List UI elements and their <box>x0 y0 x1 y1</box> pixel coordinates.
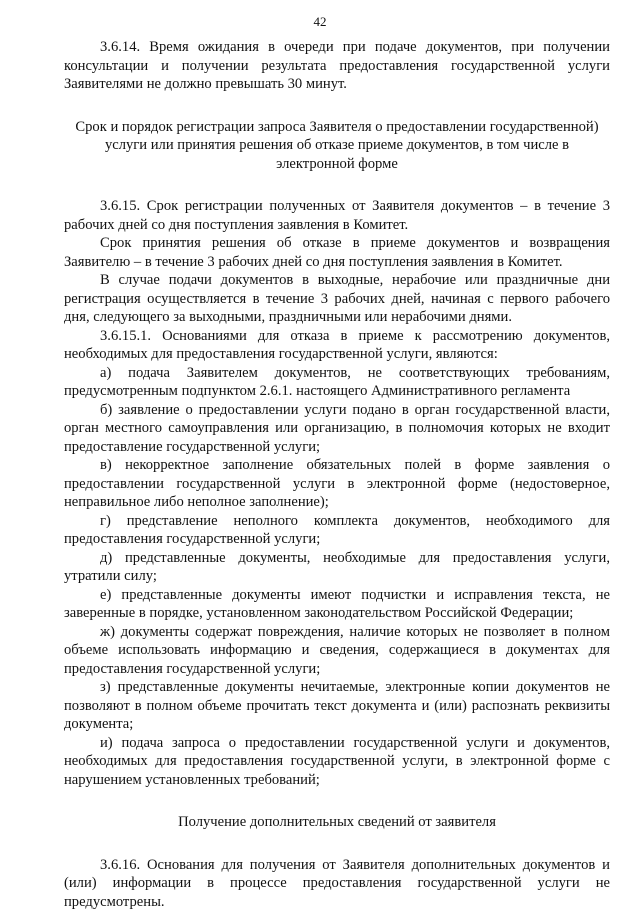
section-heading-additional: Получение дополнительных сведений от заявителя <box>64 813 610 832</box>
paragraph-holidays: В случае подачи документов в выходные, нерабочие или праздничные дни регистрация осуществляется в течение 3 рабочих дней, начиная с первого рабочего дня, следующего за выходными, праздничными или нерабочими днями. <box>64 271 610 327</box>
list-item-i: и) подача запроса о предоставлении государственной услуги и документов, необходимых для предоставления государственной услуги, в электронной форме с нарушением установленных требований; <box>64 734 610 790</box>
page-number: 42 <box>0 14 640 30</box>
paragraph-3-6-16: 3.6.16. Основания для получения от Заявителя дополнительных документов и (или) информации в процессе предоставления государственной услуги не предусмотрены. <box>64 856 610 911</box>
list-item-b: б) заявление о предоставлении услуги подано в орган государственной власти, орган местного самоуправления или организацию, в полномочия которых не входит предоставление государственной услуги; <box>64 401 610 457</box>
document-body <box>64 38 610 911</box>
list-item-z: з) представленные документы нечитаемые, электронные копии документов не позволяют в полном объеме прочитать текст документа и (или) распознать реквизиты документа; <box>64 678 610 734</box>
paragraph-refusal-term: Срок принятия решения об отказе в приеме документов и возвращения Заявителю – в течение 3 рабочих дней со дня поступления заявления в Комитет. <box>64 234 610 271</box>
section-heading-registration: Срок и порядок регистрации запроса Заявителя о предоставлении государственной) услуги или принятия решения об отказе приеме документов, в том числе в электронной форме <box>64 118 610 174</box>
list-item-e: е) представленные документы имеют подчистки и исправления текста, не заверенные в порядке, установленном законодательством Российской Федерации; <box>64 586 610 623</box>
paragraph-3-6-14: 3.6.14. Время ожидания в очереди при подаче документов, при получении консультации и получении результата предоставления государственной услуги Заявителями не должно превышать 30 минут. <box>64 38 610 94</box>
list-item-d: д) представленные документы, необходимые для предоставления услуги, утратили силу; <box>64 549 610 586</box>
paragraph-3-6-15-1: 3.6.15.1. Основаниями для отказа в приеме к рассмотрению документов, необходимых для предоставления государственной услуги, являются: <box>64 327 610 364</box>
list-item-g: г) представление неполного комплекта документов, необходимого для предоставления государственной услуги; <box>64 512 610 549</box>
paragraph-3-6-15: 3.6.15. Срок регистрации полученных от Заявителя документов – в течение 3 рабочих дней со дня поступления заявления в Комитет. <box>64 197 610 234</box>
list-item-zh: ж) документы содержат повреждения, наличие которых не позволяет в полном объеме использовать информацию и сведения, содержащиеся в документах для предоставления государственной услуги; <box>64 623 610 679</box>
list-item-a: а) подача Заявителем документов, не соответствующих требованиям, предусмотренным подпунктом 2.6.1. настоящего Административного регламента <box>64 364 610 401</box>
list-item-v: в) некорректное заполнение обязательных полей в форме заявления о предоставлении государственной услуги в электронной форме (недостоверное, неправильное либо неполное заполнение); <box>64 456 610 512</box>
